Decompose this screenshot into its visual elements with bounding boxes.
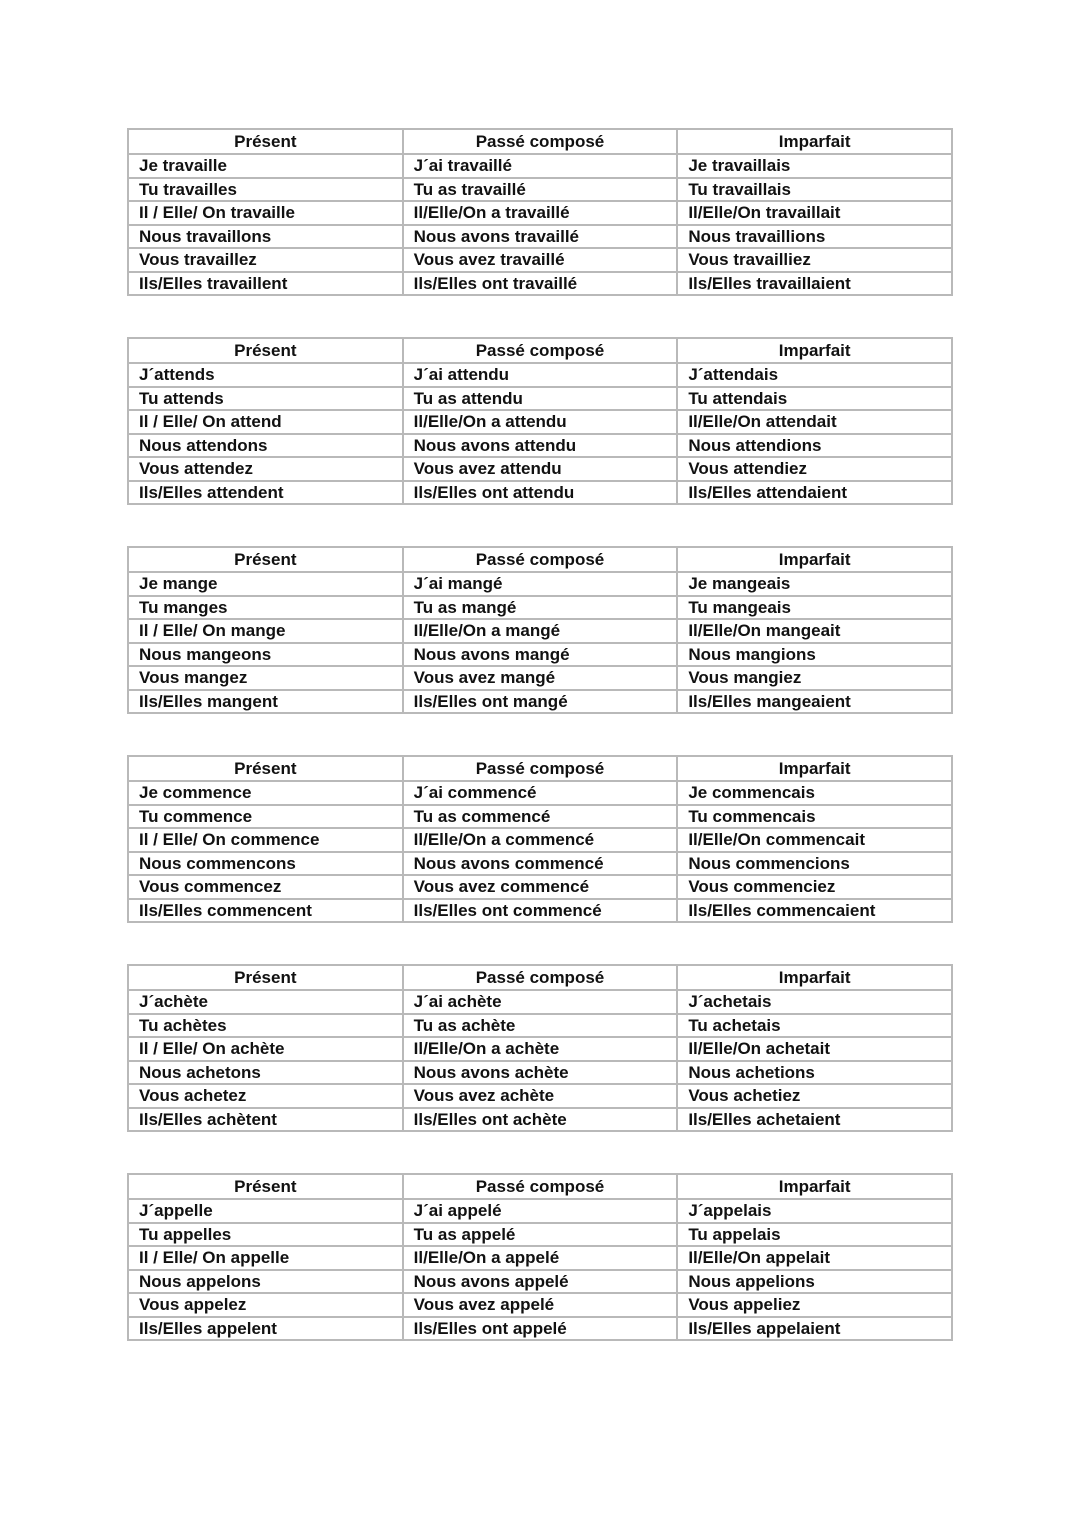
imparfait-cell: Il/Elle/On mangeait: [677, 619, 952, 643]
imparfait-cell: Il/Elle/On attendait: [677, 410, 952, 434]
header-imparfait: Imparfait: [677, 129, 952, 154]
imparfait-cell: Je commencais: [677, 781, 952, 805]
table-row: [128, 690, 952, 714]
imparfait-cell: J´attendais: [677, 363, 952, 387]
present-cell: Tu manges: [128, 596, 403, 620]
present-cell: Ils/Elles mangent: [128, 690, 403, 714]
imparfait-cell: J´appelais: [677, 1199, 952, 1223]
present-cell: Il / Elle/ On mange: [128, 619, 403, 643]
imparfait-cell: Il/Elle/On appelait: [677, 1246, 952, 1270]
passe-compose-cell: Ils/Elles ont travaillé: [403, 272, 678, 296]
passe-compose-cell: Nous avons attendu: [403, 434, 678, 458]
passe-compose-cell: Vous avez travaillé: [403, 248, 678, 272]
table-row: [128, 410, 952, 434]
header-passe-compose: Passé composé: [403, 756, 678, 781]
table-row: [128, 852, 952, 876]
conjugation-table: [127, 337, 953, 505]
imparfait-cell: Nous attendions: [677, 434, 952, 458]
table-row: [128, 1037, 952, 1061]
present-cell: Tu appelles: [128, 1223, 403, 1247]
table-row: [128, 643, 952, 667]
passe-compose-cell: J´ai mangé: [403, 572, 678, 596]
present-cell: Nous appelons: [128, 1270, 403, 1294]
imparfait-cell: Je travaillais: [677, 154, 952, 178]
passe-compose-cell: J´ai commencé: [403, 781, 678, 805]
table-row: [128, 154, 952, 178]
conjugation-table: [127, 755, 953, 923]
present-cell: Vous travaillez: [128, 248, 403, 272]
present-cell: Il / Elle/ On appelle: [128, 1246, 403, 1270]
present-cell: Vous attendez: [128, 457, 403, 481]
table-row: [128, 1317, 952, 1341]
header-imparfait: Imparfait: [677, 1174, 952, 1199]
conjugation-table: [127, 964, 953, 1132]
header-imparfait: Imparfait: [677, 547, 952, 572]
present-cell: Tu travailles: [128, 178, 403, 202]
conjugation-table: [127, 1173, 953, 1341]
header-present: Présent: [128, 547, 403, 572]
passe-compose-cell: J´ai achète: [403, 990, 678, 1014]
imparfait-cell: Nous travaillions: [677, 225, 952, 249]
passe-compose-cell: Ils/Elles ont achète: [403, 1108, 678, 1132]
imparfait-cell: Tu mangeais: [677, 596, 952, 620]
imparfait-cell: Vous attendiez: [677, 457, 952, 481]
passe-compose-cell: Ils/Elles ont attendu: [403, 481, 678, 505]
present-cell: Tu commence: [128, 805, 403, 829]
present-cell: J´appelle: [128, 1199, 403, 1223]
present-cell: Nous attendons: [128, 434, 403, 458]
passe-compose-cell: Nous avons mangé: [403, 643, 678, 667]
table-header-row: [128, 965, 952, 990]
passe-compose-cell: Vous avez attendu: [403, 457, 678, 481]
table-row: [128, 1246, 952, 1270]
passe-compose-cell: Vous avez appelé: [403, 1293, 678, 1317]
present-cell: Nous achetons: [128, 1061, 403, 1085]
passe-compose-cell: Il/Elle/On a achète: [403, 1037, 678, 1061]
passe-compose-cell: J´ai attendu: [403, 363, 678, 387]
passe-compose-cell: Il/Elle/On a appelé: [403, 1246, 678, 1270]
passe-compose-cell: Tu as achète: [403, 1014, 678, 1038]
table-row: [128, 1270, 952, 1294]
header-passe-compose: Passé composé: [403, 547, 678, 572]
table-row: [128, 781, 952, 805]
passe-compose-cell: Tu as appelé: [403, 1223, 678, 1247]
conjugation-table: [127, 546, 953, 714]
table-row: [128, 225, 952, 249]
imparfait-cell: Il/Elle/On travaillait: [677, 201, 952, 225]
passe-compose-cell: Ils/Elles ont appelé: [403, 1317, 678, 1341]
passe-compose-cell: Nous avons travaillé: [403, 225, 678, 249]
imparfait-cell: Ils/Elles travaillaient: [677, 272, 952, 296]
header-present: Présent: [128, 338, 403, 363]
table-row: [128, 1108, 952, 1132]
table-header-row: [128, 338, 952, 363]
passe-compose-cell: Ils/Elles ont mangé: [403, 690, 678, 714]
imparfait-cell: Il/Elle/On commencait: [677, 828, 952, 852]
present-cell: Ils/Elles commencent: [128, 899, 403, 923]
header-passe-compose: Passé composé: [403, 129, 678, 154]
present-cell: Ils/Elles achètent: [128, 1108, 403, 1132]
table-row: [128, 828, 952, 852]
imparfait-cell: Nous appelions: [677, 1270, 952, 1294]
table-row: [128, 363, 952, 387]
passe-compose-cell: Nous avons commencé: [403, 852, 678, 876]
table-row: [128, 1061, 952, 1085]
present-cell: Tu attends: [128, 387, 403, 411]
table-row: [128, 434, 952, 458]
present-cell: Il / Elle/ On commence: [128, 828, 403, 852]
header-passe-compose: Passé composé: [403, 1174, 678, 1199]
present-cell: Il / Elle/ On achète: [128, 1037, 403, 1061]
header-imparfait: Imparfait: [677, 965, 952, 990]
present-cell: Je travaille: [128, 154, 403, 178]
header-passe-compose: Passé composé: [403, 338, 678, 363]
passe-compose-cell: Il/Elle/On a mangé: [403, 619, 678, 643]
table-header-row: [128, 547, 952, 572]
present-cell: Il / Elle/ On attend: [128, 410, 403, 434]
table-row: [128, 272, 952, 296]
imparfait-cell: Nous mangions: [677, 643, 952, 667]
passe-compose-cell: Vous avez commencé: [403, 875, 678, 899]
present-cell: Il / Elle/ On travaille: [128, 201, 403, 225]
passe-compose-cell: Vous avez mangé: [403, 666, 678, 690]
header-present: Présent: [128, 1174, 403, 1199]
passe-compose-cell: Il/Elle/On a travaillé: [403, 201, 678, 225]
present-cell: Ils/Elles travaillent: [128, 272, 403, 296]
table-row: [128, 990, 952, 1014]
table-row: [128, 248, 952, 272]
table-row: [128, 1199, 952, 1223]
present-cell: Vous commencez: [128, 875, 403, 899]
imparfait-cell: Vous mangiez: [677, 666, 952, 690]
imparfait-cell: Ils/Elles mangeaient: [677, 690, 952, 714]
imparfait-cell: Vous commenciez: [677, 875, 952, 899]
present-cell: Vous appelez: [128, 1293, 403, 1317]
imparfait-cell: Il/Elle/On achetait: [677, 1037, 952, 1061]
header-imparfait: Imparfait: [677, 338, 952, 363]
present-cell: Nous travaillons: [128, 225, 403, 249]
present-cell: Je commence: [128, 781, 403, 805]
conjugation-table: [127, 128, 953, 296]
imparfait-cell: Nous commencions: [677, 852, 952, 876]
present-cell: Tu achètes: [128, 1014, 403, 1038]
table-row: [128, 619, 952, 643]
imparfait-cell: Tu attendais: [677, 387, 952, 411]
conjugation-tables: [127, 128, 951, 1341]
passe-compose-cell: Tu as attendu: [403, 387, 678, 411]
imparfait-cell: Nous achetions: [677, 1061, 952, 1085]
imparfait-cell: Ils/Elles achetaient: [677, 1108, 952, 1132]
table-row: [128, 481, 952, 505]
table-row: [128, 1084, 952, 1108]
table-row: [128, 572, 952, 596]
table-header-row: [128, 756, 952, 781]
passe-compose-cell: Tu as mangé: [403, 596, 678, 620]
table-row: [128, 875, 952, 899]
passe-compose-cell: Tu as commencé: [403, 805, 678, 829]
imparfait-cell: Vous appeliez: [677, 1293, 952, 1317]
table-header-row: [128, 1174, 952, 1199]
table-row: [128, 457, 952, 481]
passe-compose-cell: J´ai appelé: [403, 1199, 678, 1223]
table-row: [128, 596, 952, 620]
header-present: Présent: [128, 129, 403, 154]
header-present: Présent: [128, 965, 403, 990]
table-row: [128, 201, 952, 225]
present-cell: Vous achetez: [128, 1084, 403, 1108]
passe-compose-cell: Vous avez achète: [403, 1084, 678, 1108]
table-row: [128, 666, 952, 690]
table-row: [128, 805, 952, 829]
imparfait-cell: Vous travailliez: [677, 248, 952, 272]
header-passe-compose: Passé composé: [403, 965, 678, 990]
table-row: [128, 899, 952, 923]
passe-compose-cell: Nous avons achète: [403, 1061, 678, 1085]
table-header-row: [128, 129, 952, 154]
present-cell: Ils/Elles appelent: [128, 1317, 403, 1341]
imparfait-cell: Tu achetais: [677, 1014, 952, 1038]
passe-compose-cell: Il/Elle/On a commencé: [403, 828, 678, 852]
imparfait-cell: J´achetais: [677, 990, 952, 1014]
table-row: [128, 387, 952, 411]
imparfait-cell: Ils/Elles appelaient: [677, 1317, 952, 1341]
imparfait-cell: Tu appelais: [677, 1223, 952, 1247]
table-row: [128, 1014, 952, 1038]
header-imparfait: Imparfait: [677, 756, 952, 781]
imparfait-cell: Ils/Elles commencaient: [677, 899, 952, 923]
imparfait-cell: Tu travaillais: [677, 178, 952, 202]
imparfait-cell: Tu commencais: [677, 805, 952, 829]
table-row: [128, 178, 952, 202]
table-row: [128, 1293, 952, 1317]
passe-compose-cell: J´ai travaillé: [403, 154, 678, 178]
passe-compose-cell: Il/Elle/On a attendu: [403, 410, 678, 434]
present-cell: Je mange: [128, 572, 403, 596]
imparfait-cell: Ils/Elles attendaient: [677, 481, 952, 505]
present-cell: Nous commencons: [128, 852, 403, 876]
imparfait-cell: Je mangeais: [677, 572, 952, 596]
passe-compose-cell: Tu as travaillé: [403, 178, 678, 202]
passe-compose-cell: Nous avons appelé: [403, 1270, 678, 1294]
present-cell: Vous mangez: [128, 666, 403, 690]
present-cell: J´attends: [128, 363, 403, 387]
table-row: [128, 1223, 952, 1247]
present-cell: Ils/Elles attendent: [128, 481, 403, 505]
imparfait-cell: Vous achetiez: [677, 1084, 952, 1108]
present-cell: Nous mangeons: [128, 643, 403, 667]
passe-compose-cell: Ils/Elles ont commencé: [403, 899, 678, 923]
header-present: Présent: [128, 756, 403, 781]
present-cell: J´achète: [128, 990, 403, 1014]
